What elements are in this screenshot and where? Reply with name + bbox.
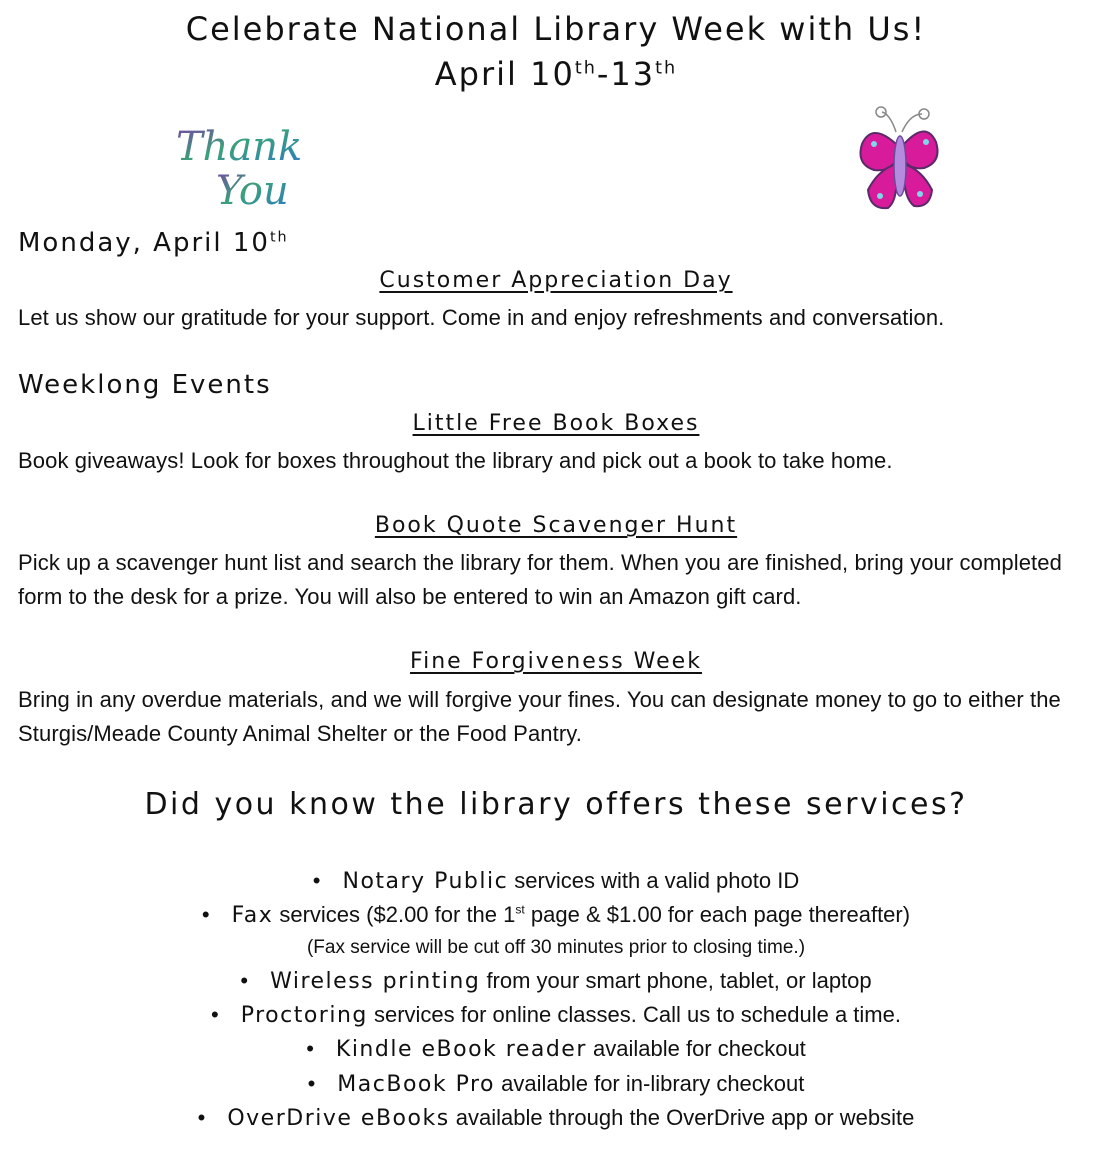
dates-end: -13 xyxy=(596,55,656,93)
service-desc: available through the OverDrive app or website xyxy=(449,1105,915,1130)
event-title-customer-appreciation: Customer Appreciation Day xyxy=(379,268,733,293)
services-heading: Did you know the library offers these services? xyxy=(144,787,968,822)
monday-heading-text: Monday, April 10 xyxy=(18,228,270,258)
service-desc: services ($2.00 for the 1 xyxy=(273,902,516,927)
service-desc: available for in-library checkout xyxy=(495,1071,805,1096)
service-item xyxy=(0,964,1112,999)
weeklong-heading: Weeklong Events xyxy=(18,370,272,400)
event-text-customer-appreciation: Let us show our gratitude for your support. Come in and enjoy refreshments and conversation. xyxy=(18,305,945,330)
bullet-icon: • xyxy=(240,968,249,993)
service-item xyxy=(0,864,1112,899)
bullet-icon: • xyxy=(312,868,321,893)
butterfly-icon xyxy=(852,104,947,219)
service-name: OverDrive eBooks xyxy=(227,1106,450,1131)
title-text: Celebrate National Library Week with Us! xyxy=(185,10,927,48)
bullet-icon: • xyxy=(211,1002,219,1027)
service-name: Kindle eBook reader xyxy=(335,1037,587,1062)
service-desc: from your smart phone, tablet, or laptop xyxy=(480,968,872,993)
event-title-book-boxes: Little Free Book Boxes xyxy=(412,411,700,436)
bullet-icon: • xyxy=(197,1105,206,1130)
bullet-icon: • xyxy=(201,902,210,927)
dates-start: April 10 xyxy=(434,55,575,93)
bullet-icon: • xyxy=(306,1036,314,1061)
service-item xyxy=(0,1101,1112,1136)
event-text-fine-forgiveness: Bring in any overdue materials, and we will forgive your fines. You can designate money to go to either the Sturgis/Meade County Animal Shelter or the Food Pantry. xyxy=(18,687,1061,746)
service-name: Notary Public xyxy=(342,869,509,894)
service-name: Wireless printing xyxy=(270,969,481,994)
event-title-fine-forgiveness: Fine Forgiveness Week xyxy=(410,649,702,674)
monday-heading xyxy=(18,228,289,258)
event-title-scavenger-hunt: Book Quote Scavenger Hunt xyxy=(374,513,738,538)
service-desc: available for checkout xyxy=(586,1036,806,1061)
service-sup: st xyxy=(515,902,525,917)
service-item xyxy=(0,1032,1112,1067)
service-desc: services for online classes. Call us to schedule a time. xyxy=(367,1002,901,1027)
dates-sup-1: th xyxy=(574,58,597,79)
fax-note: (Fax service will be cut off 30 minutes prior to closing time.) xyxy=(306,937,806,958)
service-name: Proctoring xyxy=(240,1003,368,1028)
event-text-scavenger-hunt: Pick up a scavenger hunt list and search the library for them. When you are finished, bring your completed form to the desk for a prize. You will also be entered to win an Amazon gift card. xyxy=(18,550,1062,609)
thank-you-art xyxy=(170,112,320,222)
dates-sup-2: th xyxy=(655,58,678,79)
service-name: Fax xyxy=(231,903,274,928)
monday-heading-sup: th xyxy=(269,229,289,246)
service-item xyxy=(0,898,1112,933)
thank-you-line-2: You xyxy=(216,168,289,214)
service-desc: services with a valid photo ID xyxy=(508,868,800,893)
service-item xyxy=(0,1067,1112,1102)
service-item xyxy=(0,998,1112,1033)
service-desc-cont: page & $1.00 for each page thereafter) xyxy=(524,902,911,927)
service-name: MacBook Pro xyxy=(337,1072,496,1097)
event-dates xyxy=(0,55,1112,93)
page-title xyxy=(0,10,1112,48)
thank-you-line-1: Thank xyxy=(176,124,303,170)
bullet-icon: • xyxy=(307,1071,316,1096)
event-text-book-boxes: Book giveaways! Look for boxes throughout the library and pick out a book to take home. xyxy=(18,448,893,473)
